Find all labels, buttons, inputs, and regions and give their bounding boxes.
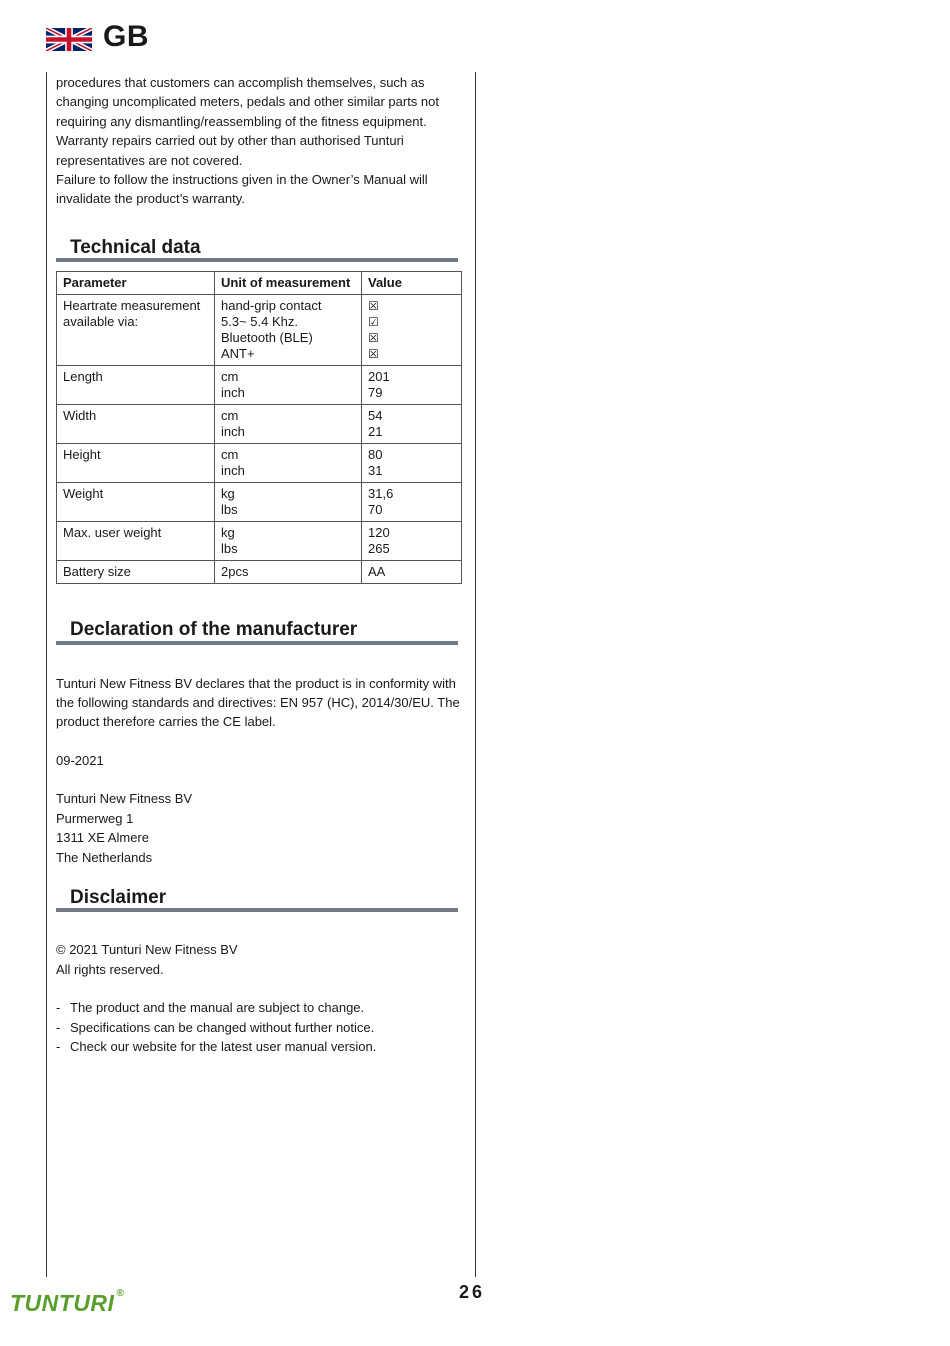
table-row: [57, 522, 462, 561]
battery-param: Battery size: [57, 561, 215, 584]
list-item: - Specifications can be changed without further notice.: [56, 1018, 461, 1037]
row-values: [362, 522, 462, 561]
battery-unit: 2pcs: [215, 561, 362, 584]
unit-line: inch: [221, 385, 245, 401]
registered-mark: ®: [116, 1288, 125, 1299]
row-units: [215, 366, 362, 405]
unit-line: cm: [221, 447, 239, 463]
unit-line: kg: [221, 486, 235, 502]
heartrate-checks: [362, 295, 462, 366]
checkbox-x-icon: ☒: [368, 331, 379, 346]
unit-line: inch: [221, 463, 245, 479]
intro-paragraph-2: Failure to follow the instructions given in the Owner’s Manual will invalidate the product’s warranty.: [56, 172, 428, 207]
logo-text: TUNTURI: [10, 1290, 115, 1316]
technical-data-table: [56, 271, 462, 584]
list-item: - The product and the manual are subject to change.: [56, 998, 461, 1017]
declaration-heading: Declaration of the manufacturer: [70, 619, 358, 641]
intro-paragraph-1: procedures that customers can accomplish themselves, such as changing uncomplicated meters, pedals and other similar parts not requiring any dismantling/reassembling of the fitness equipment. Warranty repairs carried out by other than authorised Tunturi representatives are not covered.: [56, 75, 439, 168]
left-margin-line: [46, 72, 47, 1277]
unit-line: Bluetooth (BLE): [221, 330, 313, 346]
row-param: Weight: [57, 483, 215, 522]
language-code: GB: [103, 20, 149, 53]
unit-line: cm: [221, 369, 239, 385]
checkbox-x-icon: ☒: [368, 299, 379, 314]
copyright-text: © 2021 Tunturi New Fitness BV: [56, 942, 238, 958]
column-header-unit: Unit of measurement: [215, 272, 362, 295]
row-values: [362, 405, 462, 444]
table-row: [57, 405, 462, 444]
unit-line: lbs: [221, 502, 238, 518]
table-row: [57, 444, 462, 483]
column-header-parameter: Parameter: [57, 272, 215, 295]
row-values: [362, 444, 462, 483]
table-header-row: [57, 272, 462, 295]
list-item: - Check our website for the latest user manual version.: [56, 1037, 461, 1056]
row-param: Width: [57, 405, 215, 444]
unit-line: inch: [221, 424, 245, 440]
right-margin-line: [475, 72, 476, 1277]
rights-text: All rights reserved.: [56, 961, 164, 977]
unit-line: 5.3~ 5.4 Khz.: [221, 314, 298, 330]
address-line: Purmerweg 1: [56, 810, 134, 826]
heartrate-param: Heartrate measurement available via:: [57, 295, 215, 366]
value-line: 201: [368, 369, 390, 385]
value-line: 120: [368, 525, 390, 541]
uk-flag-icon: [46, 28, 92, 51]
address-line: 1311 XE Almere: [56, 830, 149, 846]
row-values: [362, 483, 462, 522]
address-line: Tunturi New Fitness BV: [56, 791, 193, 807]
row-values: [362, 366, 462, 405]
disclaimer-list: [56, 998, 461, 1056]
unit-line: hand-grip contact: [221, 298, 322, 314]
address-line: The Netherlands: [56, 849, 153, 865]
value-line: 265: [368, 541, 390, 557]
row-param: Max. user weight: [57, 522, 215, 561]
heartrate-units: [215, 295, 362, 366]
value-line: 79: [368, 385, 383, 401]
value-line: 54: [368, 408, 383, 424]
technical-data-heading: Technical data: [70, 236, 201, 258]
checkbox-check-icon: ☑: [368, 315, 379, 330]
value-line: 31,6: [368, 486, 394, 502]
unit-line: kg: [221, 525, 235, 541]
row-param: Length: [57, 366, 215, 405]
value-line: 80: [368, 447, 383, 463]
unit-line: ANT+: [221, 346, 255, 362]
page-number: 26: [459, 1282, 486, 1302]
table-row: [57, 366, 462, 405]
declaration-paragraph: Tunturi New Fitness BV declares that the product is in conformity with the following standards and directives: EN 957 (HC), 2014/30/EU. The product therefore carries the CE label.: [56, 675, 460, 730]
row-units: [215, 522, 362, 561]
checkbox-x-icon: ☒: [368, 347, 379, 362]
row-units: [215, 405, 362, 444]
tunturi-logo: [10, 1290, 124, 1317]
battery-value: AA: [362, 561, 462, 584]
column-header-value: Value: [362, 272, 462, 295]
value-line: 70: [368, 502, 383, 518]
unit-line: lbs: [221, 541, 238, 557]
row-units: [215, 483, 362, 522]
unit-line: cm: [221, 408, 239, 424]
row-units: [215, 444, 362, 483]
value-line: 21: [368, 424, 383, 440]
table-row: [57, 561, 462, 584]
value-line: 31: [368, 463, 383, 479]
page-content: [56, 73, 461, 1056]
row-param: Height: [57, 444, 215, 483]
declaration-date: 09-2021: [56, 752, 104, 768]
table-row: [57, 483, 462, 522]
disclaimer-heading: Disclaimer: [70, 886, 167, 908]
table-row: [57, 295, 462, 366]
